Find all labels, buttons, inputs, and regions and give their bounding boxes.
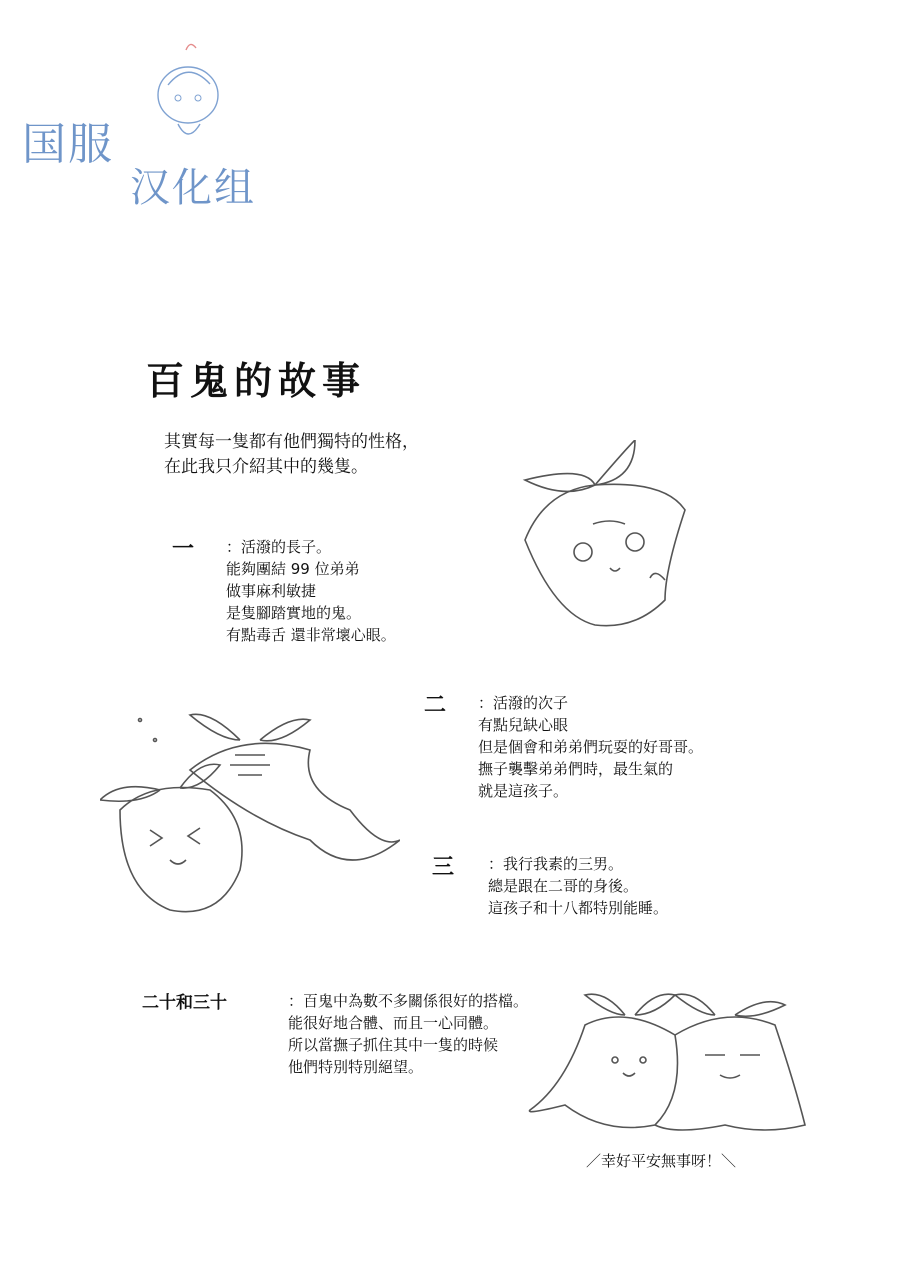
logo-text-line2: 汉化组 — [130, 165, 256, 211]
san-line: 總是跟在二哥的身後。 — [488, 877, 639, 895]
intro-text — [164, 430, 419, 480]
ichi-line: ：活潑的長子。 — [226, 538, 332, 556]
caption-text: ／幸好平安無事呀！＼ — [586, 1152, 737, 1170]
ni-description — [478, 692, 703, 802]
pair-description — [288, 990, 528, 1078]
pair-line: 能很好地合體、而且一心同體。 — [288, 1014, 499, 1032]
scanlation-logo — [18, 30, 298, 211]
ichi-line: 是隻腳踏實地的鬼。 — [226, 604, 362, 622]
pair-line: 所以當撫子抓住其中一隻的時候 — [288, 1036, 499, 1054]
ni-line: ：活潑的次子 — [478, 694, 569, 712]
pair-sketch — [525, 985, 815, 1155]
ni-line: 但是個會和弟弟們玩耍的好哥哥。 — [478, 738, 704, 756]
san-description — [488, 853, 668, 919]
ichi-label: 一 — [172, 537, 195, 562]
san-label: 三 — [432, 855, 455, 880]
pair-label: 二十和三十 — [142, 993, 227, 1013]
ni-line: 撫子襲擊弟弟們時，最生氣的 — [478, 760, 674, 778]
ichi-description — [226, 536, 396, 646]
ni-san-sketch — [100, 710, 400, 930]
ichi-sketch — [515, 440, 715, 640]
ichi-line: 有點毒舌 還非常壞心眼。 — [226, 626, 396, 644]
pair-line: 他們特別特別絕望。 — [288, 1058, 424, 1076]
ichi-line: 做事麻利敏捷 — [226, 582, 317, 600]
chibi-mascot-icon — [138, 40, 238, 150]
intro-line: 在此我只介紹其中的幾隻。 — [164, 457, 368, 477]
san-line: ：我行我素的三男。 — [488, 855, 624, 873]
logo-text-line1: 国服 — [22, 119, 114, 170]
ni-line: 有點兒缺心眼 — [478, 716, 569, 734]
san-line: 這孩子和十八都特別能睡。 — [488, 899, 669, 917]
pair-line: ：百鬼中為數不多關係很好的搭檔。 — [288, 992, 529, 1010]
ni-line: 就是這孩子。 — [478, 782, 569, 800]
intro-line: 其實每一隻都有他們獨特的性格， — [164, 432, 419, 452]
ichi-line: 能夠團結 99 位弟弟 — [226, 560, 360, 578]
page-title: 百鬼的故事 — [146, 359, 367, 403]
ni-label: 二 — [424, 693, 447, 718]
